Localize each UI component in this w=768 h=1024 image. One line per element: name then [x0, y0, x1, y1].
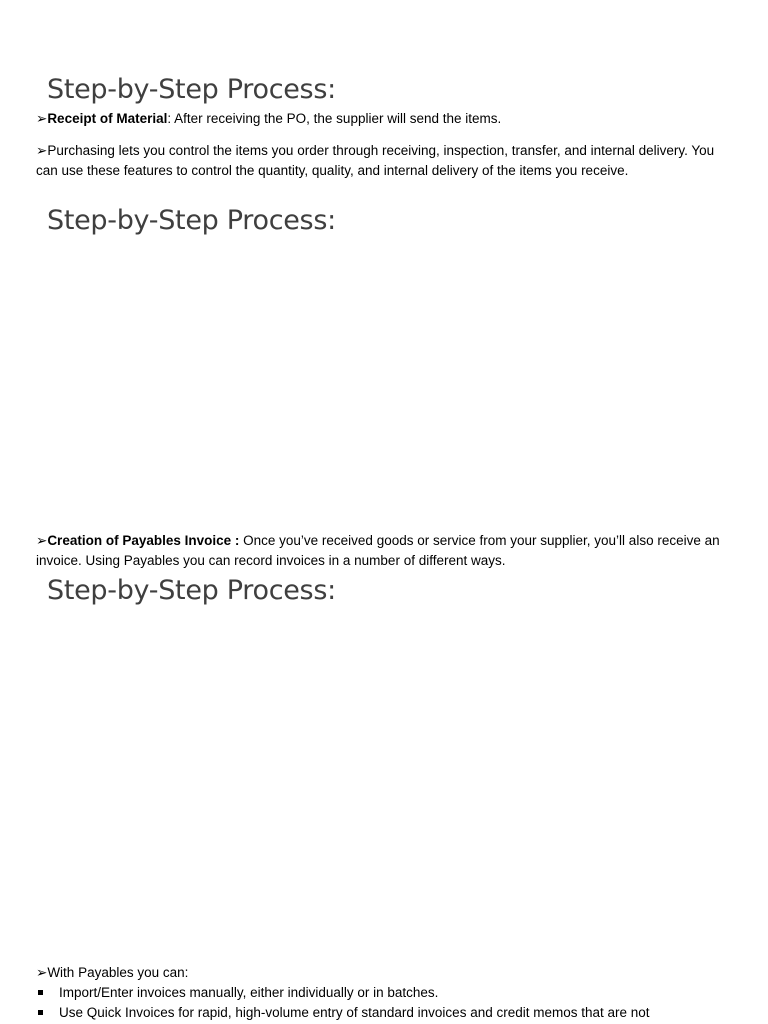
arrow-bullet-icon: ➢ — [36, 965, 48, 980]
square-bullet-icon — [38, 990, 43, 995]
arrow-bullet-icon: ➢ — [36, 111, 48, 126]
payables-invoice-text: Once you’ve received goods or service from your supplier, you’ll also receive an invoice. Using Payables you can record invoices in a number of different ways. — [36, 533, 720, 568]
payables-intro-paragraph — [36, 963, 736, 983]
list-item-text: Use Quick Invoices for rapid, high-volume entry of standard invoices and credit memos that are not — [59, 1005, 650, 1020]
arrow-bullet-icon: ➢ — [36, 533, 48, 548]
payables-capabilities-list — [36, 983, 736, 1023]
payables-intro-text: With Payables you can: — [47, 965, 189, 980]
section3-heading: Step-by-Step Process: — [47, 575, 336, 606]
receipt-of-material-text: : After receiving the PO, the supplier will send the items. — [167, 111, 502, 126]
square-bullet-icon — [38, 1010, 43, 1015]
receipt-of-material-label: Receipt of Material — [47, 111, 168, 126]
payables-invoice-paragraph — [36, 531, 736, 570]
list-item — [36, 1003, 736, 1023]
arrow-bullet-icon: ➢ — [36, 143, 48, 158]
section2-heading: Step-by-Step Process: — [47, 205, 336, 236]
section1-heading: Step-by-Step Process: — [47, 74, 336, 105]
list-item-text: Import/Enter invoices manually, either individually or in batches. — [59, 985, 439, 1000]
payables-invoice-label: Creation of Payables Invoice : — [47, 533, 240, 548]
purchasing-paragraph — [36, 141, 736, 180]
purchasing-text: Purchasing lets you control the items you order through receiving, inspection, transfer, and internal delivery. You can use these features to control the quantity, quality, and internal delivery of the items you receive. — [36, 143, 715, 178]
list-item — [36, 983, 736, 1003]
receipt-of-material-paragraph — [36, 109, 736, 129]
